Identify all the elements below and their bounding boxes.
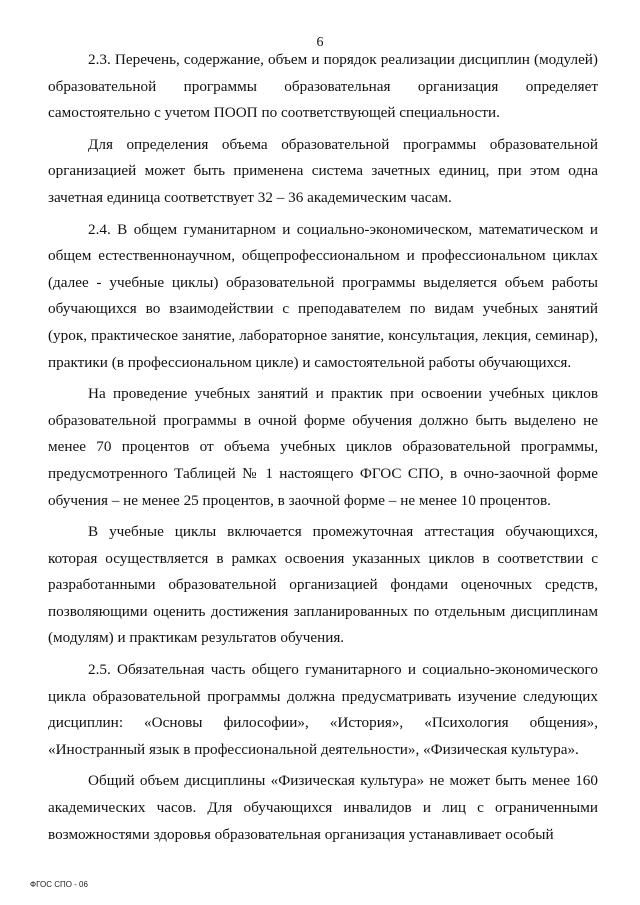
paragraph-2-4: 2.4. В общем гуманитарном и социально-экономическом, математическом и общем естественнонаучном, общепрофессиональном и профессиональном циклах (далее - учебные циклы) образовательной программы выделяется объем работы обучающихся во взаимодействии с преподавателем по видам учебных занятий (урок, практическое занятие, лабораторное занятие, консультация, лекция, семинар), практики (в профессиональном цикле) и самостоятельной работы обучающихся.	[48, 220, 598, 371]
paragraph-2-5: 2.5. Обязательная часть общего гуманитарного и социально-экономического цикла образовательной программы должна предусматривать изучение следующих дисциплин: «Основы философии», «История», «Психология общения», «Иностранный язык в профессиональной деятельности», «Физическая культура».	[48, 661, 598, 758]
paragraph-class-hours: На проведение учебных занятий и практик при освоении учебных циклов образовательной программы в очной форме обучения должно быть выделено не менее 70 процентов от объема учебных циклов образовательной программы, предусмотренного Таблицей № 1 настоящего ФГОС СПО, в очно-заочной форме обучения – не менее 25 процентов, в заочной форме – не менее 10 процентов.	[48, 385, 598, 509]
paragraph-attestation: В учебные циклы включается промежуточная аттестация обучающихся, которая осуществляется в рамках освоения указанных циклов в соответствии с разработанными образовательной организацией фондами оценочных средств, позволяющими оценить достижения запланированных по отдельным дисциплинам (модулям) и практикам результатов обучения.	[48, 523, 598, 647]
document-body	[48, 47, 598, 848]
paragraph-physical-culture: Общий объем дисциплины «Физическая культура» не может быть менее 160 академических часов. Для обучающихся инвалидов и лиц с ограниченными возможностями здоровья образовательная организация устанавливает особый	[48, 772, 598, 843]
footer-code: ФГОС СПО - 06	[30, 880, 88, 889]
page-number: 6	[316, 35, 324, 50]
paragraph-credit-units: Для определения объема образовательной программы образовательной организацией может быть применена система зачетных единиц, при этом одна зачетная единица соответствует 32 – 36 академическим часам.	[48, 135, 598, 206]
paragraph-2-3: 2.3. Перечень, содержание, объем и порядок реализации дисциплин (модулей) образовательной программы образовательная организация определяет самостоятельно с учетом ПООП по соответствующей специальности.	[48, 51, 598, 122]
